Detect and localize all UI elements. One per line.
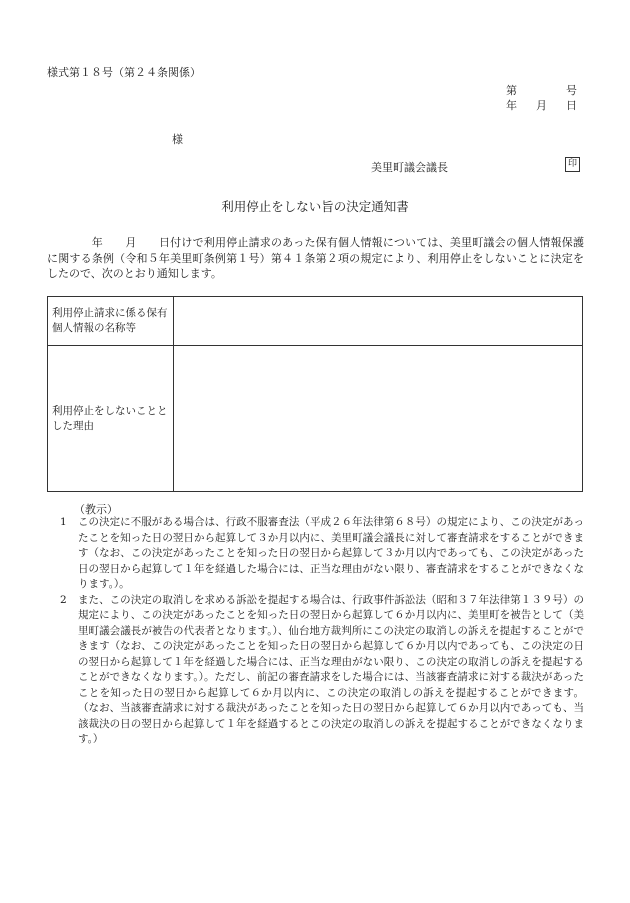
list-item-number: 1 bbox=[60, 516, 67, 528]
date-month: 月 bbox=[536, 99, 547, 112]
seal-mark: 印 bbox=[565, 157, 580, 172]
list-item-text: この決定に不服がある場合は、行政不服審査法（平成２６年法律第６８号）の規定により、この決定があったことを知った日の翌日から起算して３か月以内に、美里町議会議長に対して審査請求をすることができます（なお、この決定があったことを知った日の翌日から起算して３か月以内であっても、この決定があった日の翌日から起算して１年を経過した場合には、正当な理由がない限り、審査請求をすることができなくなります。）。 bbox=[78, 516, 584, 590]
instructions-list bbox=[58, 515, 584, 748]
date-year: 年 bbox=[506, 99, 517, 112]
list-item bbox=[58, 593, 584, 748]
table-row bbox=[48, 297, 583, 346]
row-label-reason: 利用停止をしないこととした理由 bbox=[48, 346, 174, 492]
document-date bbox=[506, 97, 577, 113]
info-table bbox=[47, 296, 583, 492]
list-item-text: また、この決定の取消しを求める訴訟を提起する場合は、行政事件訴訟法（昭和３７年法律第１３９号）の規定により、この決定があったことを知った日の翌日から起算して６か月以内に、美里町を被告として（美里町議会議長が被告の代表者となります。）、仙台地方裁判所にこの決定の取消しの訴えを提起することができます（なお、この決定があったことを知った日の翌日から起算して６か月以内であっても、この決定の日の翌日から起算して１年を経過した場合には、正当な理由がない限り、この決定の取消しの訴えを提起することができなくなります。）。ただし、前記の審査請求をした場合には、当該審査請求に対する裁決があったことを知った日の翌日から起算して６か月以内に、この決定の取消しの訴えを提起することができます。（なお、当該審査請求に対する裁決があったことを知った日の翌日から起算して６か月以内であっても、当該裁決の日の翌日から起算して１年を経過するとこの決定の取消しの訴えを提起することができなくなります。） bbox=[78, 593, 584, 745]
instructions-heading: （教示） bbox=[74, 503, 118, 516]
addressee-suffix: 様 bbox=[172, 133, 183, 146]
row-value-information-name bbox=[174, 297, 583, 346]
number-prefix: 第 bbox=[506, 84, 517, 97]
sender-name: 美里町議会議長 bbox=[371, 161, 448, 174]
row-label-information-name: 利用停止請求に係る保有個人情報の名称等 bbox=[48, 297, 174, 346]
list-item-number: 2 bbox=[60, 593, 67, 606]
date-day: 日 bbox=[566, 99, 577, 112]
number-suffix: 号 bbox=[566, 84, 577, 97]
list-item bbox=[58, 515, 584, 593]
document-number bbox=[506, 82, 577, 98]
document-title: 利用停止をしない旨の決定通知書 bbox=[221, 199, 409, 214]
form-number: 様式第１８号（第２４条関係） bbox=[47, 66, 201, 79]
body-paragraph: 年 月 日付けで利用停止請求のあった保有個人情報については、美里町議会の個人情報保護に関する条例（令和５年美里町条例第１号）第４１条第２項の規定により、利用停止をしないことに決定をしたので、次のとおり通知します。 bbox=[47, 236, 584, 280]
table-row bbox=[48, 346, 583, 492]
row-value-reason bbox=[174, 346, 583, 492]
